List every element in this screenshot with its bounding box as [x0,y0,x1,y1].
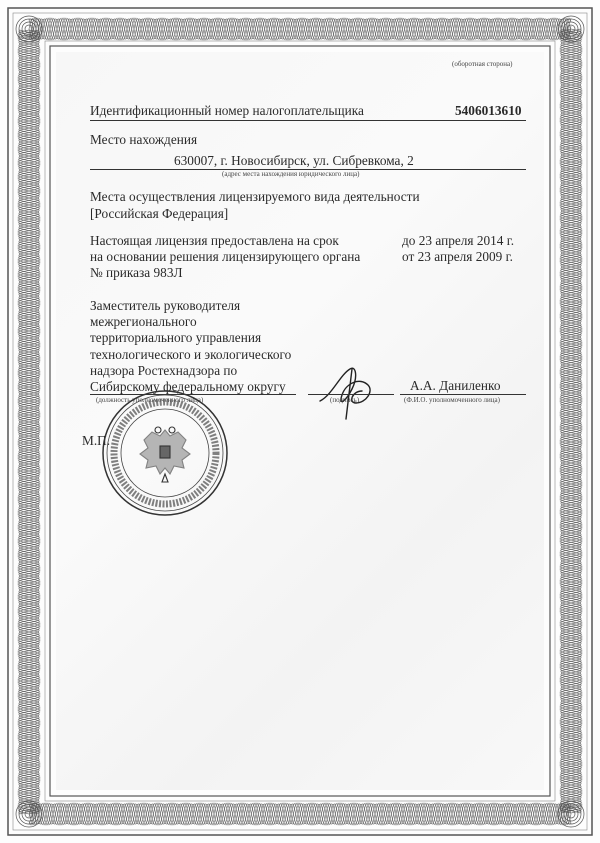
official-position [90,298,291,395]
name-caption: (Ф.И.О. уполномоченного лица) [404,396,500,404]
position-line: территориального управления [90,330,262,346]
inn-label: Идентификационный номер налогоплательщика [90,103,364,118]
stamp-place-label: М.П. [82,433,111,448]
order-number: № приказа 983Л [90,265,183,280]
signature-caption: (подпись) [330,396,360,404]
signature-underline [308,394,394,395]
position-line: Заместитель руководителя [90,298,241,313]
location-label: Место нахождения [90,132,198,147]
location-caption: (адрес места нахождения юридического лица) [222,170,360,178]
position-line: Сибирскому федеральному округу [90,379,286,395]
name-underline [400,394,526,395]
inn-value: 5406013610 [455,103,522,118]
side-note: (оборотная сторона) [452,60,513,68]
term-period-value: до 23 апреля 2014 г. [402,233,515,248]
official-name: А.А. Даниленко [410,378,501,393]
location-value: 630007, г. Новосибирск, ул. Сибревкома, 2 [174,153,414,168]
inn-underline [90,120,526,121]
position-line: надзора Ростехнадзора по [90,362,238,378]
activity-value: [Российская Федерация] [90,206,229,221]
official-seal [100,388,230,518]
activity-label: Места осуществления лицензируемого вида деятельности [90,189,420,204]
position-caption: (должность уполномоченного лица) [96,396,204,404]
position-line: технологического и экологического [90,346,292,362]
term-period-label: Настоящая лицензия предоставлена на срок [90,233,339,248]
handwritten-signature [312,355,392,425]
term-basis-label: на основании решения лицензирующего органа [90,249,361,264]
position-line: межрегионального [90,314,197,330]
term-basis-value: от 23 апреля 2009 г. [402,249,513,264]
eagle-emblem-icon [140,427,190,482]
